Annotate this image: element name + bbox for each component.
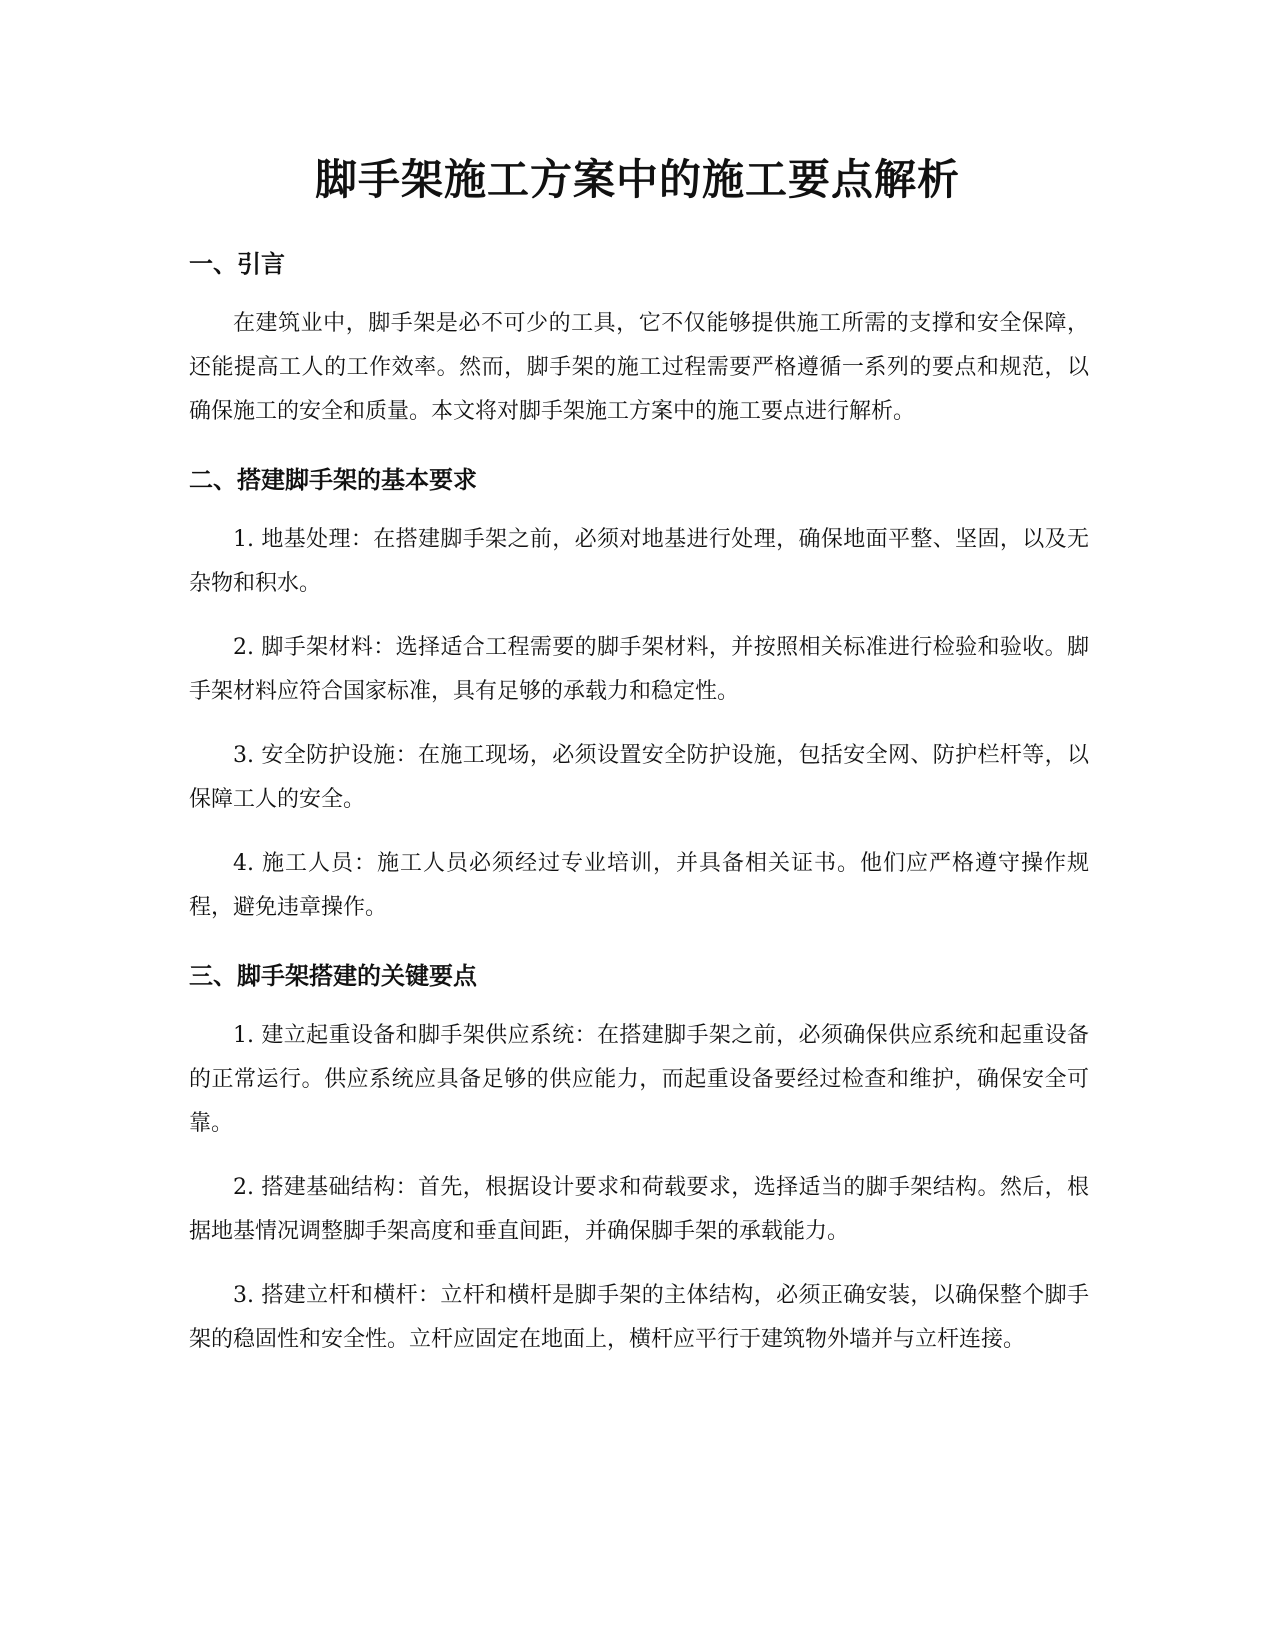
list-item: 1. 建立起重设备和脚手架供应系统：在搭建脚手架之前，必须确保供应系统和起重设备的正常运行。供应系统应具备足够的供应能力，而起重设备要经过检查和维护，确保安全可靠。 bbox=[189, 1023, 1089, 1136]
paragraph: 在建筑业中，脚手架是必不可少的工具，它不仅能够提供施工所需的支撑和安全保障，还能提高工人的工作效率。然而，脚手架的施工过程需要严格遵循一系列的要点和规范，以确保施工的安全和质量。本文将对脚手架施工方案中的施工要点进行解析。 bbox=[189, 311, 1089, 424]
list-item: 3. 搭建立杆和横杆：立杆和横杆是脚手架的主体结构，必须正确安装，以确保整个脚手架的稳固性和安全性。立杆应固定在地面上，横杆应平行于建筑物外墙并与立杆连接。 bbox=[189, 1283, 1089, 1352]
list-item: 3. 安全防护设施：在施工现场，必须设置安全防护设施，包括安全网、防护栏杆等，以保障工人的安全。 bbox=[189, 743, 1089, 812]
list-item: 2. 脚手架材料：选择适合工程需要的脚手架材料，并按照相关标准进行检验和验收。脚手架材料应符合国家标准，具有足够的承载力和稳定性。 bbox=[189, 635, 1089, 704]
section-introduction bbox=[189, 244, 1089, 434]
section-heading: 一、引言 bbox=[189, 250, 285, 278]
document-body bbox=[189, 244, 1089, 1388]
document-title: 脚手架施工方案中的施工要点解析 bbox=[314, 155, 960, 204]
list-item: 4. 施工人员：施工人员必须经过专业培训，并具备相关证书。他们应严格遵守操作规程，避免违章操作。 bbox=[189, 851, 1089, 920]
list-item: 2. 搭建基础结构：首先，根据设计要求和荷载要求，选择适当的脚手架结构。然后，根据地基情况调整脚手架高度和垂直间距，并确保脚手架的承载能力。 bbox=[189, 1175, 1089, 1244]
section-heading: 三、脚手架搭建的关键要点 bbox=[189, 962, 477, 990]
section-basic-requirements bbox=[189, 460, 1089, 930]
requirements-list bbox=[189, 518, 1089, 930]
section-heading: 二、搭建脚手架的基本要求 bbox=[189, 466, 477, 494]
list-item: 1. 地基处理：在搭建脚手架之前，必须对地基进行处理，确保地面平整、坚固，以及无杂物和积水。 bbox=[189, 527, 1089, 596]
key-points-list bbox=[189, 1014, 1089, 1362]
section-key-points bbox=[189, 956, 1089, 1362]
